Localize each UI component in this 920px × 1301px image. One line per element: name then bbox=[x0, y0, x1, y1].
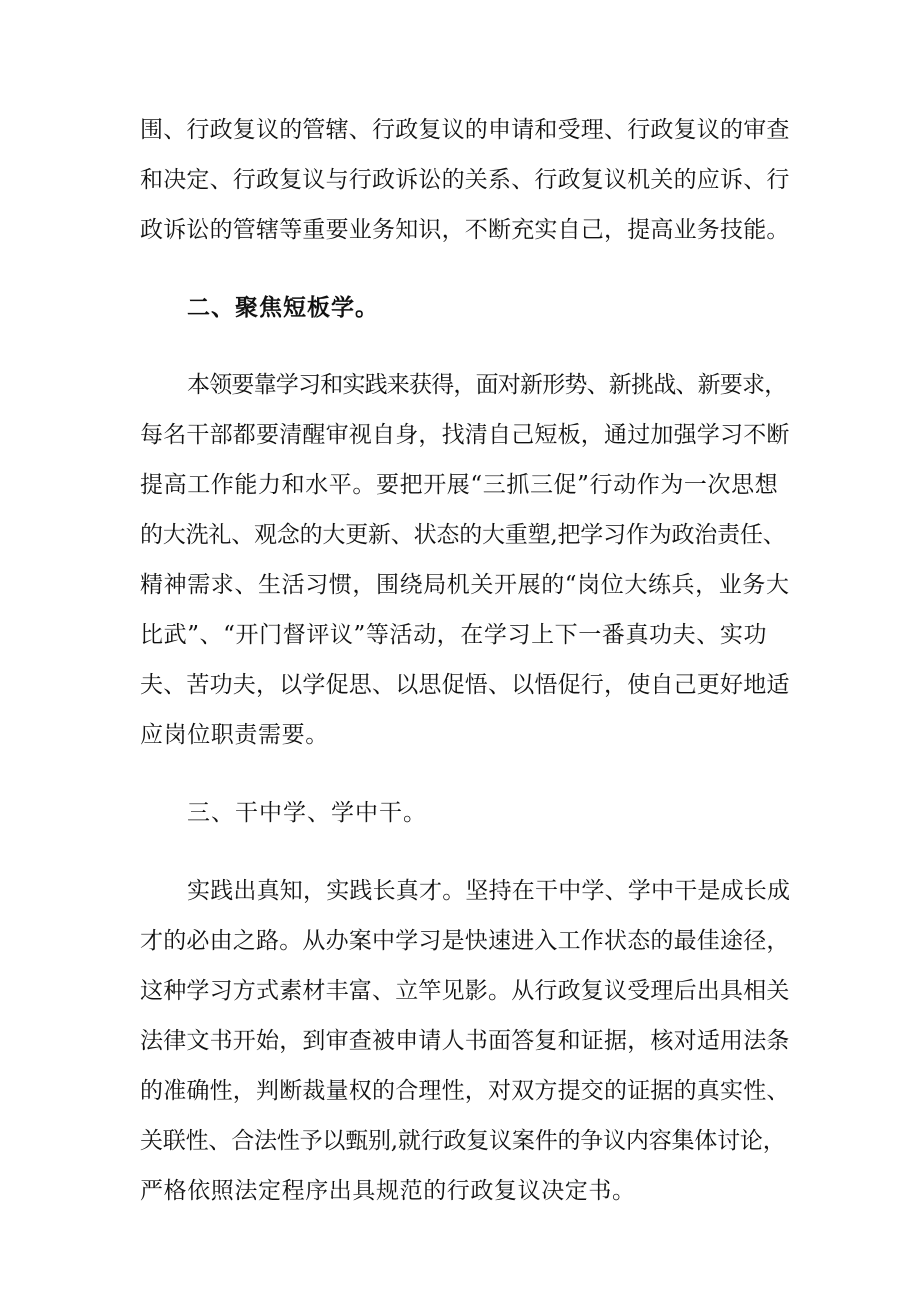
paragraph-1-line-2: 和决定、行政复议与行政诉讼的关系、行政复议机关的应诉、行 bbox=[140, 167, 790, 193]
paragraph-3-line-7: 严格依照法定程序出具规范的行政复议决定书。 bbox=[140, 1178, 636, 1204]
paragraph-2-line-7: 夫、苦功夫，以学促思、以思促悟、以悟促行，使自己更好地适 bbox=[140, 672, 790, 698]
paragraph-3-line-3: 这种学习方式素材丰富、立竿见影。从行政复议受理后出具相关 bbox=[140, 978, 790, 1004]
paragraph-2-line-1: 本领要靠学习和实践来获得，面对新形势、新挑战、新要求， bbox=[187, 372, 787, 398]
paragraph-3-line-6: 关联性、合法性予以甄别,就行政复议案件的争议内容集体讨论， bbox=[140, 1128, 786, 1154]
paragraph-3-line-5: 的准确性，判断裁量权的合理性，对双方提交的证据的真实性、 bbox=[140, 1078, 790, 1104]
paragraph-3-line-1: 实践出真知，实践长真才。坚持在干中学、学中干是成长成 bbox=[187, 878, 791, 904]
section-heading-2: 二、聚焦短板学。 bbox=[187, 294, 379, 321]
paragraph-2-line-2: 每名干部都要清醒审视自身，找清自己短板，通过加强学习不断 bbox=[140, 422, 790, 448]
paragraph-3-line-4: 法律文书开始，到审查被申请人书面答复和证据，核对适用法条 bbox=[140, 1028, 790, 1054]
paragraph-2-line-6: 比武”、“开门督评议”等活动，在学习上下一番真功夫、实功 bbox=[140, 622, 768, 648]
section-heading-3: 三、干中学、学中干。 bbox=[187, 800, 427, 826]
paragraph-2-line-4: 的大洗礼、观念的大更新、状态的大重塑,把学习作为政治责任、 bbox=[140, 522, 786, 548]
paragraph-1-line-3: 政诉讼的管辖等重要业务知识，不断充实自己，提高业务技能。 bbox=[140, 217, 790, 243]
paragraph-2-line-3: 提高工作能力和水平。要把开展“三抓三促”行动作为一次思想 bbox=[140, 472, 779, 498]
paragraph-2-line-8: 应岗位职责需要。 bbox=[140, 722, 329, 748]
paragraph-2-line-5: 精神需求、生活习惯，围绕局机关开展的“岗位大练兵，业务大 bbox=[140, 572, 790, 598]
paragraph-1-line-1: 围、行政复议的管辖、行政复议的申请和受理、行政复议的审查 bbox=[140, 117, 790, 143]
paragraph-3-line-2: 才的必由之路。从办案中学习是快速进入工作状态的最佳途径， bbox=[140, 928, 790, 954]
